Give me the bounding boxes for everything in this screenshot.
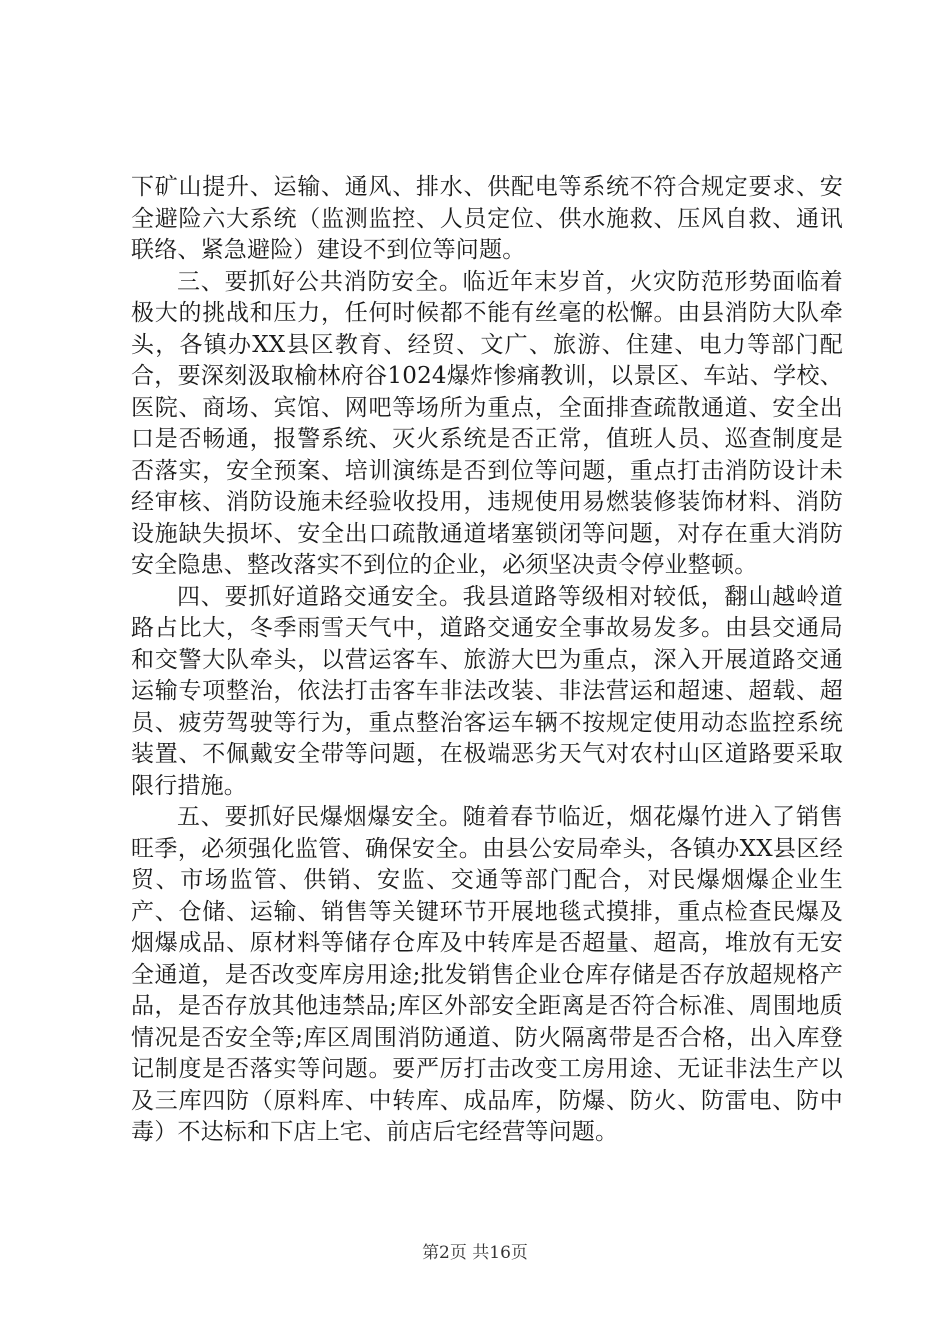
page-footer bbox=[0, 1238, 950, 1263]
paragraph-fire-safety: 三、要抓好公共消防安全。临近年末岁首，火灾防范形势面临着极大的挑战和压力，任何时候都不能有丝毫的松懈。由县消防大队牵头，各镇办XX县区教育、经贸、文广、旅游、住建、电力等部门配合，要深刻汲取榆林府谷1024爆炸惨痛教训，以景区、车站、学校、医院、商场、宾馆、网吧等场所为重点，全面排查疏散通道、安全出口是否畅通，报警系统、灭火系统是否正常，值班人员、巡查制度是否落实，安全预案、培训演练是否到位等问题，重点打击消防设计未经审核、消防设施未经验收投用，违规使用易燃装修装饰材料、消防设施缺失损坏、安全出口疏散通道堵塞锁闭等问题，对存在重大消防安全隐患、整改落实不到位的企业，必须坚决责令停业整顿。 bbox=[131, 268, 843, 578]
paragraph-explosives-fireworks-safety: 五、要抓好民爆烟爆安全。随着春节临近，烟花爆竹进入了销售旺季，必须强化监管、确保安全。由县公安局牵头，各镇办XX县区经贸、市场监管、供销、安监、交通等部门配合，对民爆烟爆企业生产、仓储、运输、销售等关键环节开展地毯式摸排，重点检查民爆及烟爆成品、原材料等储存仓库及中转库是否超量、超高，堆放有无安全通道，是否改变库房用途;批发销售企业仓库存储是否存放超规格产品，是否存放其他违禁品;库区外部安全距离是否符合标准、周围地质情况是否安全等;库区周围消防通道、防火隔离带是否合格，出入库登记制度是否落实等问题。要严厉打击改变工房用途、无证非法生产以及三库四防（原料库、中转库、成品库，防爆、防火、防雷电、防中毒）不达标和下店上宅、前店后宅经营等问题。 bbox=[131, 804, 843, 1145]
paragraph-continuation: 下矿山提升、运输、通风、排水、供配电等系统不符合规定要求、安全避险六大系统（监测监控、人员定位、供水施救、压风自救、通讯联络、紧急避险）建设不到位等问题。 bbox=[131, 174, 843, 263]
page-number: 第2页 共16页 bbox=[422, 1243, 528, 1263]
paragraph-road-traffic-safety: 四、要抓好道路交通安全。我县道路等级相对较低，翻山越岭道路占比大，冬季雨雪天气中，道路交通安全事故易发多。由县交通局和交警大队牵头，以营运客车、旅游大巴为重点，深入开展道路交通运输专项整治，依法打击客车非法改装、非法营运和超速、超载、超员、疲劳驾驶等行为，重点整治客运车辆不按规定使用动态监控系统装置、不佩戴安全带等问题，在极端恶劣天气对农村山区道路要采取限行措施。 bbox=[131, 583, 843, 799]
document-body bbox=[131, 172, 843, 1149]
